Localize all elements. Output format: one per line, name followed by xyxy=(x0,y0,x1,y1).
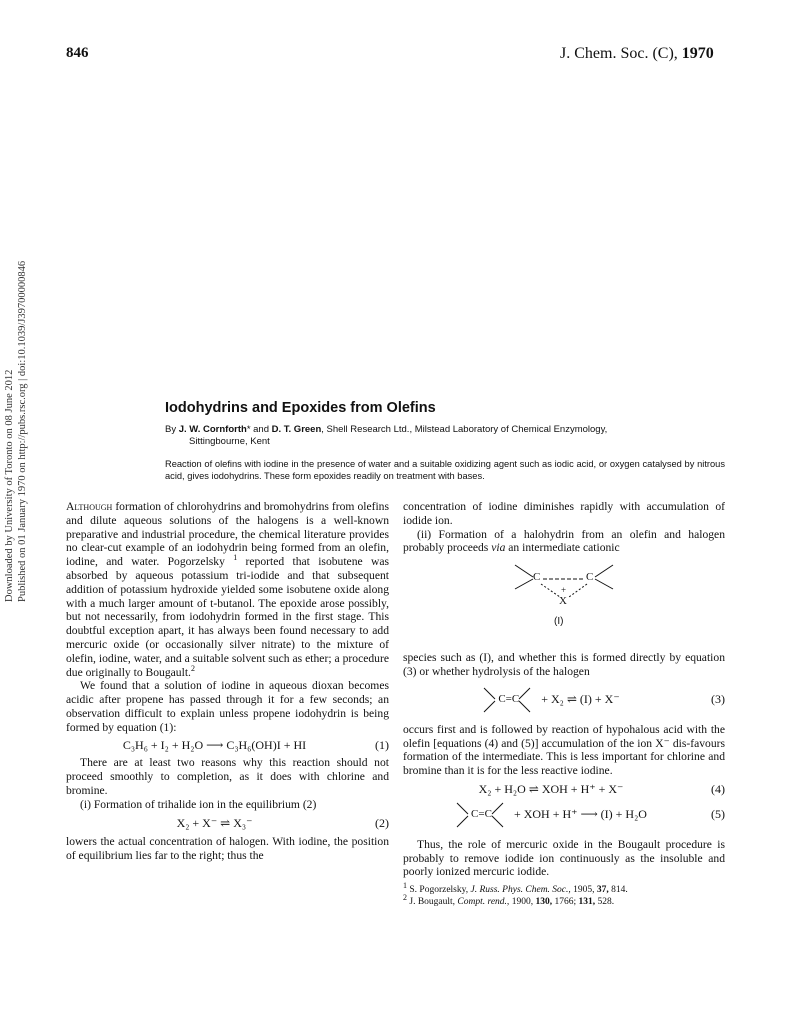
article-title: Iodohydrins and Epoxides from Olefins xyxy=(165,400,436,416)
byline xyxy=(165,424,725,447)
sidebar-line-1: Downloaded by University of Toronto on 08 June 2012 xyxy=(4,369,15,602)
affiliation-location: Sittingbourne, Kent xyxy=(189,435,270,447)
equation-2-body: X₂ + X⁻ ⇌ X₃⁻ xyxy=(176,815,253,830)
reference-page: 1766; xyxy=(554,896,577,907)
right-paragraph-5: Thus, the role of mercuric oxide in the Bougault procedure is probably to remove iodide ion continuously as the insoluble and poorly ionized mercuric iodide. xyxy=(403,837,725,879)
author-1: J. W. Cornforth xyxy=(178,424,247,435)
journal-year: 1970 xyxy=(681,45,714,62)
reference-author: S. Pogorzelsky, xyxy=(409,885,469,896)
reference-volume: 130, xyxy=(535,896,553,907)
cationic-structure xyxy=(403,555,725,651)
equation-3-body xyxy=(403,685,699,715)
olefin-label-3: C=C xyxy=(498,692,520,705)
reference-page-2: 528. xyxy=(597,896,615,907)
olefin-label-5: C=C xyxy=(471,807,492,820)
equation-4-number: (4) xyxy=(711,781,725,796)
affiliation: , Shell Research Ltd., Milstead Laboratory of Chemical Enzymology, xyxy=(321,424,608,435)
reference-volume-2: 131, xyxy=(578,896,596,907)
right-paragraph-4: occurs first and is followed by reaction of hypohalous acid with the olefin [equations (4) and (5)] accumulation of the ion X⁻ dis-favours formation of the intermediate. This is less important for chlorine and bromine than it is for the less reactive iodine. xyxy=(403,722,725,778)
equation-4-body: X₂ + H₂O ⇌ XOH + H⁺ + X⁻ xyxy=(478,781,624,796)
right-paragraph-1: concentration of iodine diminishes rapidly with accumulation of iodide ion. xyxy=(403,500,725,527)
journal-header xyxy=(560,45,714,63)
structure-carbon-right: C xyxy=(586,571,594,584)
equation-2 xyxy=(66,817,389,831)
journal-name: J. Chem. Soc. (C), xyxy=(560,45,678,62)
equation-3 xyxy=(403,685,725,715)
left-paragraph-4: (i) Formation of trihalide ion in the equilibrium (2) xyxy=(80,797,317,811)
structure-carbon-left: C xyxy=(533,571,541,584)
abstract: Reaction of olefins with iodine in the presence of water and a suitable oxidizing agent such as iodic acid, or oxygen catalysed by nitrous acid, gives iodohydrins. These form epoxides readily on treatment with bases. xyxy=(165,459,725,481)
reference-1 xyxy=(403,881,725,897)
reference-2 xyxy=(403,892,725,909)
equation-3-text: + X₂ ⇌ (I) + X⁻ xyxy=(541,691,620,706)
reference-number: 1 xyxy=(403,881,407,890)
sidebar-line-2: Published on 01 January 1970 on http://pubs.rsc.org | doi:10.1039/J39700000846 xyxy=(17,260,28,602)
right-p2b: an intermediate cationic xyxy=(505,541,620,555)
right-paragraph-3: species such as (I), and whether this is formed directly by equation (3) or whether hydrolysis of the halogen xyxy=(403,651,725,678)
right-p2a: (ii) Formation of a halohydrin from an olefin and halogen probably proceeds xyxy=(403,527,725,555)
and-label: * and xyxy=(246,424,269,435)
equation-5-text: + XOH + H⁺ ⟶ (I) + H₂O xyxy=(513,806,647,821)
left-paragraph-2: We found that a solution of iodine in aqueous dioxan becomes acidic after propene has passed through it for a few seconds; an observation difficult to explain unless propene iodohydrin is being formed by equation (1): xyxy=(66,679,389,734)
reference-author: J. Bougault, xyxy=(409,896,456,907)
left-paragraph-3: There are at least two reasons why this reaction should not proceed smoothly to completion, as it does with chlorine and bromine. xyxy=(66,756,389,797)
left-column xyxy=(66,500,389,863)
author-2: D. T. Green xyxy=(271,424,322,435)
equation-1-number: (1) xyxy=(375,737,389,752)
left-p1-text: formation of chlorohydrins and bromohydrins from olefins and dilute aqueous solutions of the halogens is a well-known preparative and industrial procedure, the chemical literature provides no clear-cut example of an iodohydrin being formed from an olefin, iodine, and water. Pogorzelsky xyxy=(66,500,389,569)
left-paragraph-5: lowers the actual concentration of halogen. With iodine, the position of equilibrium lies far to the right; thus the xyxy=(66,835,389,863)
equation-1-body: C₃H₆ + I₂ + H₂O ⟶ C₃H₆(OH)I + HI xyxy=(122,737,307,752)
equation-2-number: (2) xyxy=(375,815,389,830)
ref-mark-1: 1 xyxy=(233,553,238,563)
equation-4 xyxy=(403,783,725,797)
structure-label: (I) xyxy=(554,616,564,628)
equation-5 xyxy=(403,800,725,830)
page-number: 846 xyxy=(66,45,89,61)
references xyxy=(403,881,725,908)
reference-year: 1900, xyxy=(511,896,534,907)
via-word: via xyxy=(491,541,506,555)
reference-journal: J. Russ. Phys. Chem. Soc., xyxy=(470,885,571,896)
equation-3-number: (3) xyxy=(711,691,725,706)
left-paragraph-1 xyxy=(66,500,389,679)
reference-volume: 37, xyxy=(596,885,609,896)
structure-halogen: X xyxy=(559,595,567,608)
left-p1b-text: reported that isobutene was absorbed by aqueous potassium tri-iodide and that subsequent addition of potassium hydroxide yielded some isobutene oxide along with a much larger amount of t-butanol. The epoxide arose possibly, but not necessarily, from iodohydrin formed in the first stage. This doubtful exception apart, it has always been found necessary to add mercuric oxide (or occasionally silver nitrate) to the mixture of olefin, iodine, water, and a suitable solvent such as ether; a procedure due originally to Bougault. xyxy=(66,555,389,679)
reference-journal: Compt. rend., xyxy=(457,896,510,907)
reference-year: 1905, xyxy=(573,885,595,896)
by-label: By xyxy=(165,424,177,435)
download-sidebar xyxy=(2,250,30,610)
reference-number: 2 xyxy=(403,892,407,902)
equation-1 xyxy=(66,739,389,753)
right-column xyxy=(403,500,725,908)
ref-mark-2: 2 xyxy=(190,663,195,673)
equation-5-number: (5) xyxy=(711,806,725,821)
equation-5-body xyxy=(403,800,699,830)
right-paragraph-2 xyxy=(403,528,725,556)
structure-plus: + xyxy=(561,585,567,596)
reference-page: 814. xyxy=(611,885,628,896)
drop-word: Although xyxy=(66,500,113,513)
